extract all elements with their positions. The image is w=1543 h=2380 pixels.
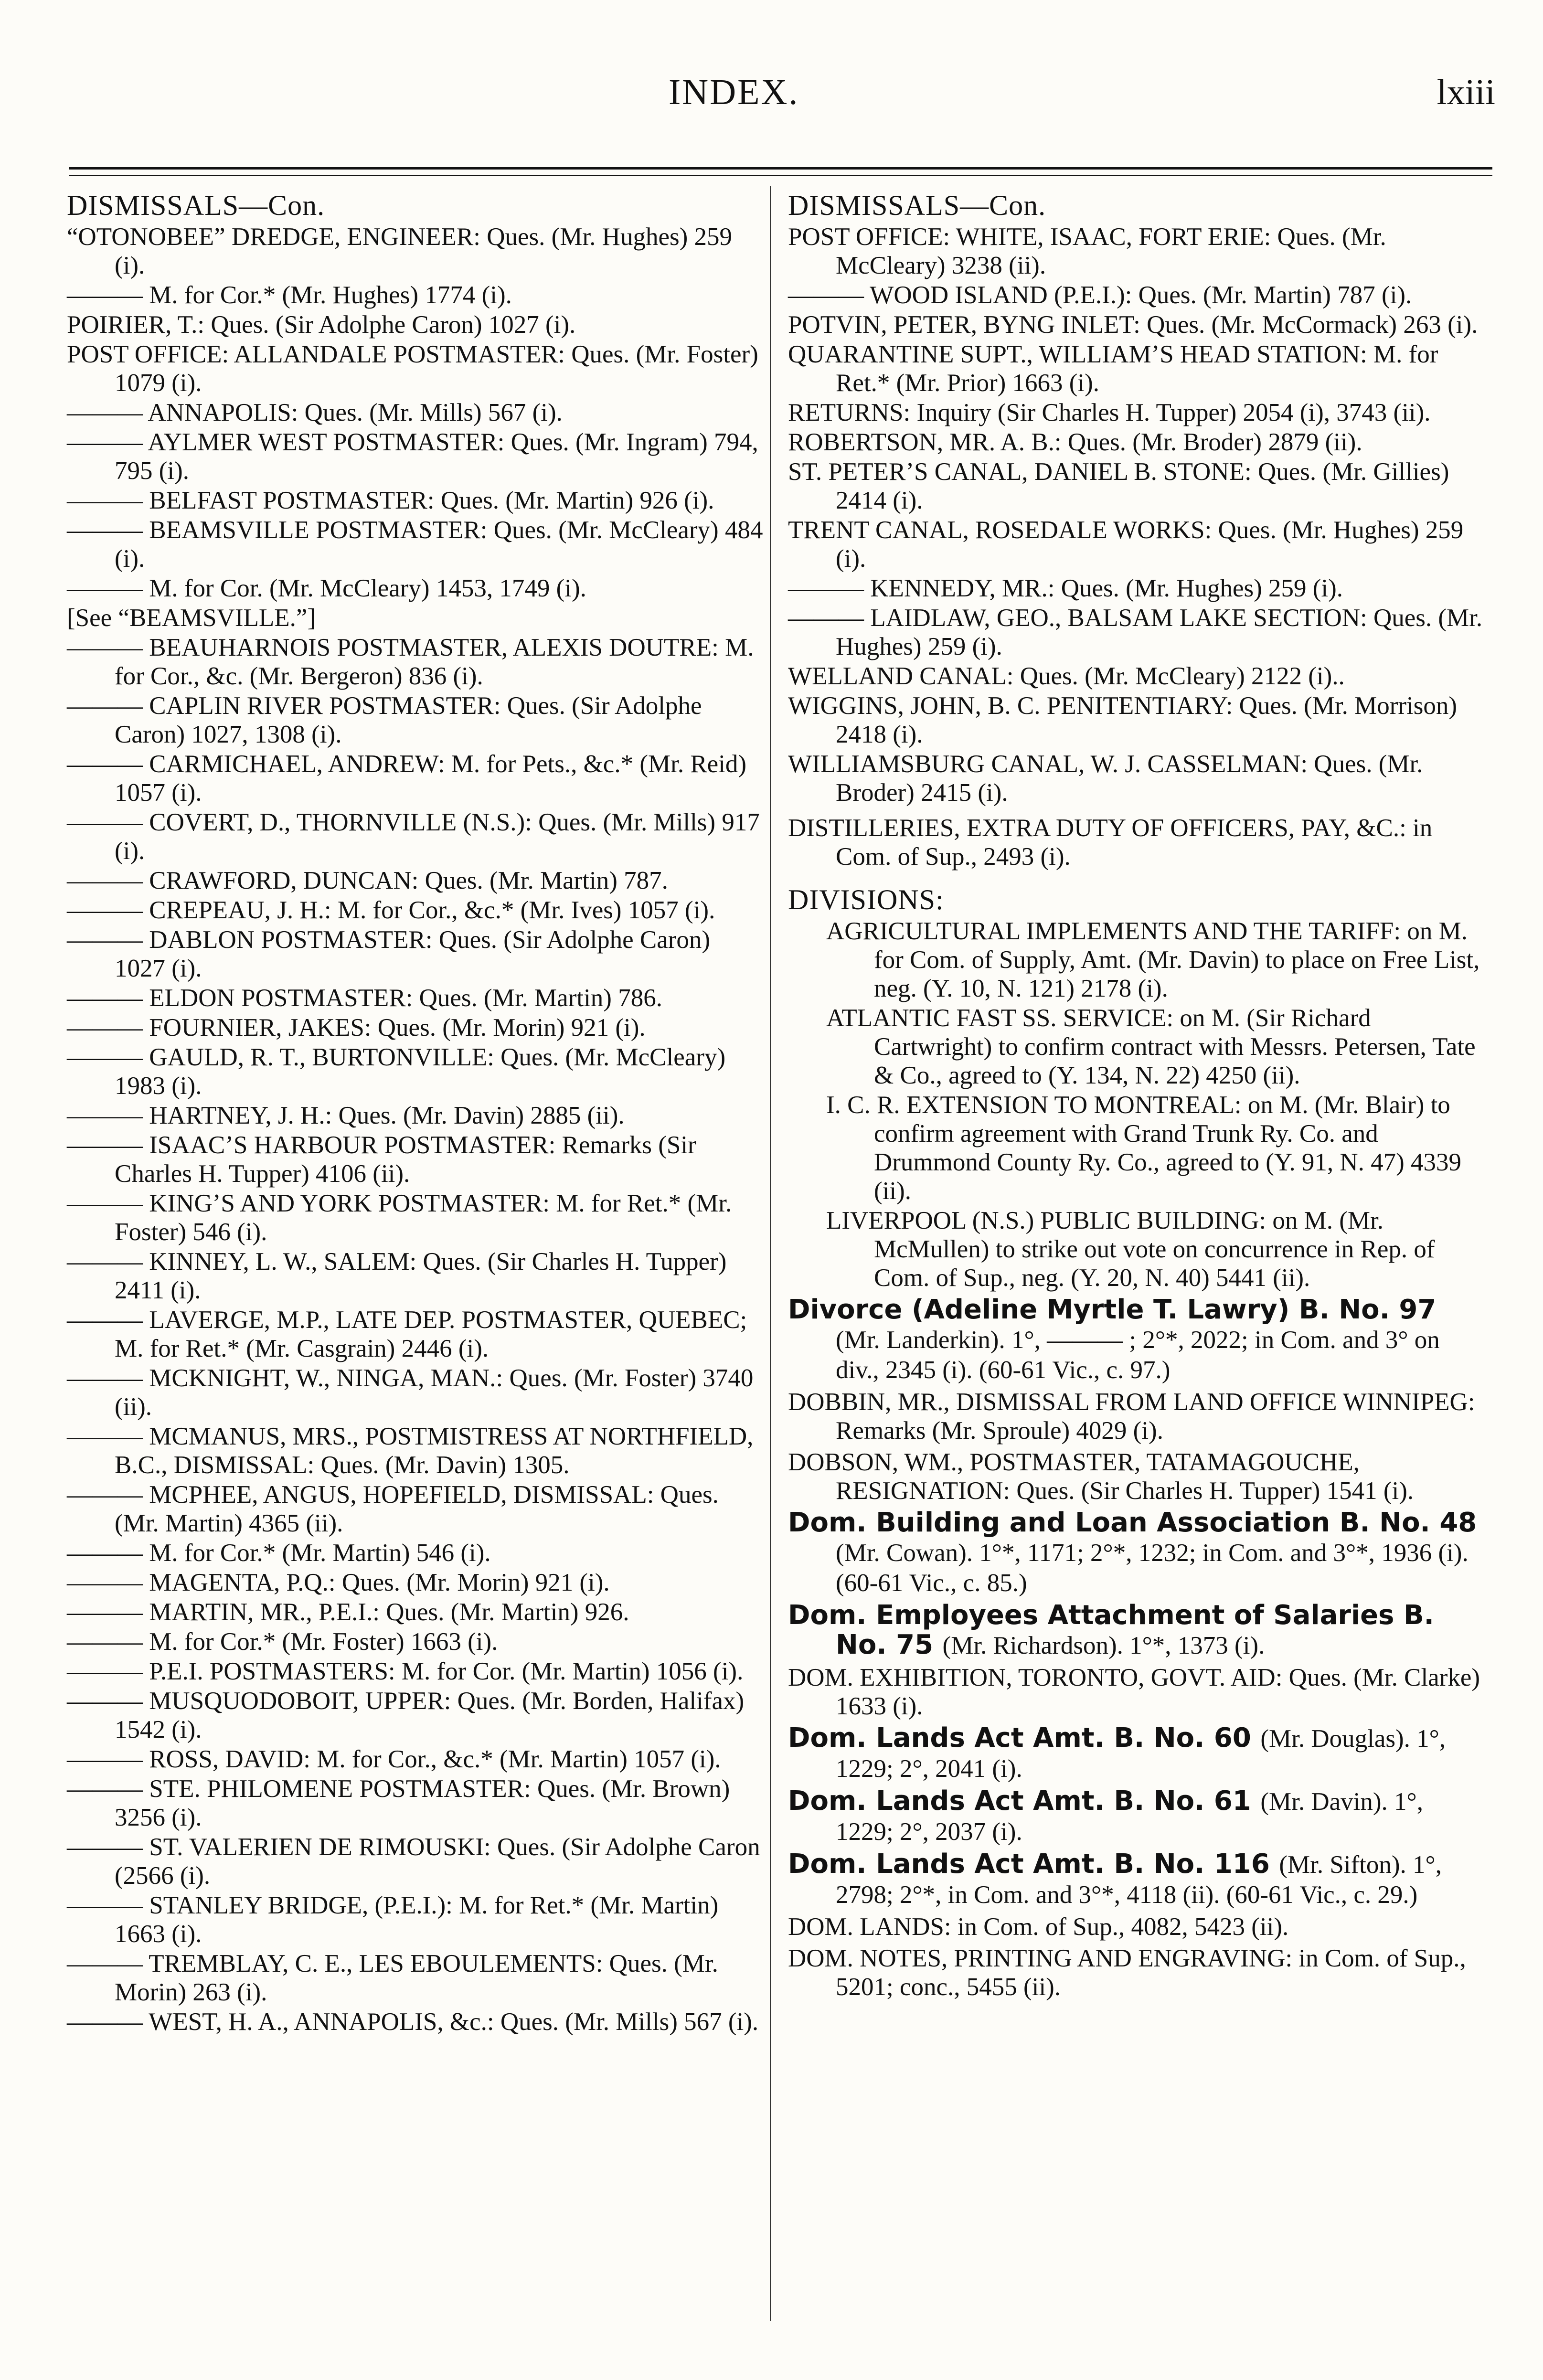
index-entry: ——— ANNAPOLIS: Ques. (Mr. Mills) 567 (i). — [67, 399, 563, 426]
index-entry: ——— KING’S AND YORK POSTMASTER: M. for Ret.* (Mr. Foster) 546 (i). — [67, 1190, 732, 1246]
index-entry: ——— MCKNIGHT, W., NINGA, MAN.: Ques. (Mr. Foster) 3740 (ii). — [67, 1364, 754, 1421]
index-entry: ——— ROSS, DAVID: M. for Cor., &c.* (Mr. Martin) 1057 (i). — [67, 1745, 721, 1773]
index-entry: WELLAND CANAL: Ques. (Mr. McCleary) 2122 (i).. — [788, 662, 1345, 690]
index-entry: ——— STANLEY BRIDGE, (P.E.I.): M. for Ret.* (Mr. Martin) 1663 (i). — [67, 1891, 719, 1948]
bill-detail: (Mr. Richardson). 1°*, 1373 (i). — [942, 1632, 1265, 1659]
right-entry-list — [788, 223, 1485, 807]
bill-title: Divorce (Adeline Myrtle T. Lawry) B. No. 97 — [788, 1294, 1437, 1325]
index-entry: POIRIER, T.: Ques. (Sir Adolphe Caron) 1027 (i). — [67, 311, 576, 339]
index-entry: ——— KINNEY, L. W., SALEM: Ques. (Sir Charles H. Tupper) 2411 (i). — [67, 1248, 727, 1304]
page-header — [0, 0, 1543, 158]
index-entry: ——— HARTNEY, J. H.: Ques. (Mr. Davin) 2885 (ii). — [67, 1102, 625, 1129]
divisions-heading: DIVISIONS: — [788, 884, 944, 915]
right-column-heading: DISMISSALS—Con. — [788, 190, 1046, 221]
bill-detail: (Mr. Davin). 1°, 1229; 2°, 2037 (i). — [836, 1788, 1423, 1846]
bill-title: Dom. Lands Act Amt. B. No. 61 — [788, 1785, 1261, 1817]
index-entry: ——— MCPHEE, ANGUS, HOPEFIELD, DISMISSAL: Ques. (Mr. Martin) 4365 (ii). — [67, 1481, 719, 1537]
more-entry-list — [788, 1295, 1485, 2001]
index-entry: “OTONOBEE” DREDGE, ENGINEER: Ques. (Mr. Hughes) 259 (i). — [67, 223, 733, 279]
index-entry: ——— ST. VALERIEN DE RIMOUSKI: Ques. (Sir Adolphe Caron (2566 (i). — [67, 1833, 760, 1890]
index-entry: ——— WEST, H. A., ANNAPOLIS, &c.: Ques. (Mr. Mills) 567 (i). — [67, 2008, 759, 2036]
index-entry: POST OFFICE: ALLANDALE POSTMASTER: Ques. (Mr. Foster) 1079 (i). — [67, 340, 758, 397]
bill-detail: (Mr. Cowan). 1°*, 1171; 2°*, 1232; in Com. and 3°*, 1936 (i). (60-61 Vic., c. 85.) — [836, 1539, 1469, 1597]
page-number: lxiii — [1437, 72, 1495, 112]
index-entry: ——— TREMBLAY, C. E., LES EBOULEMENTS: Ques. (Mr. Morin) 263 (i). — [67, 1950, 718, 2006]
index-entry: AGRICULTURAL IMPLEMENTS AND THE TARIFF: on M. for Com. of Supply, Amt. (Mr. Davin) to place on Free List, neg. (Y. 10, N. 121) 2178 (i). — [826, 917, 1480, 1002]
bill-title: Dom. Employees Attachment of Salaries B. No. 75 — [788, 1600, 1434, 1660]
page-title: INDEX. — [669, 72, 799, 112]
index-entry: ——— CAPLIN RIVER POSTMASTER: Ques. (Sir Adolphe Caron) 1027, 1308 (i). — [67, 692, 702, 748]
bill-detail: (Mr. Landerkin). 1°, ——— ; 2°*, 2022; in Com. and 3° on div., 2345 (i). (60-61 Vic., c. 97.) — [836, 1326, 1440, 1384]
index-entry: ——— MARTIN, MR., P.E.I.: Ques. (Mr. Martin) 926. — [67, 1598, 629, 1626]
index-entry: ——— MCMANUS, MRS., POSTMISTRESS AT NORTHFIELD, B.C., DISMISSAL: Ques. (Mr. Davin) 1305. — [67, 1423, 754, 1479]
bill-entry — [788, 1849, 1485, 1910]
index-entry: RETURNS: Inquiry (Sir Charles H. Tupper) 2054 (i), 3743 (ii). — [788, 399, 1431, 426]
left-column — [67, 191, 764, 2037]
index-entry: WILLIAMSBURG CANAL, W. J. CASSELMAN: Ques. (Mr. Broder) 2415 (i). — [788, 750, 1423, 807]
bill-entry — [788, 1786, 1485, 1847]
index-entry: POST OFFICE: WHITE, ISAAC, FORT ERIE: Ques. (Mr. McCleary) 3238 (ii). — [788, 223, 1386, 279]
index-entry: ——— WOOD ISLAND (P.E.I.): Ques. (Mr. Martin) 787 (i). — [788, 281, 1412, 309]
index-entry: DOM. LANDS: in Com. of Sup., 4082, 5423 (ii). — [788, 1913, 1289, 1941]
divisions-list — [788, 917, 1485, 1292]
bill-entry — [788, 1723, 1485, 1784]
index-entry: ——— MAGENTA, P.Q.: Ques. (Mr. Morin) 921 (i). — [67, 1569, 610, 1596]
index-entry: ——— GAULD, R. T., BURTONVILLE: Ques. (Mr. McCleary) 1983 (i). — [67, 1043, 726, 1100]
column-divider — [770, 186, 771, 2321]
index-entry: ——— KENNEDY, MR.: Ques. (Mr. Hughes) 259 (i). — [788, 574, 1343, 602]
index-entry: ——— CARMICHAEL, ANDREW: M. for Pets., &c.* (Mr. Reid) 1057 (i). — [67, 750, 747, 807]
index-entry: DOM. NOTES, PRINTING AND ENGRAVING: in Com. of Sup., 5201; conc., 5455 (ii). — [788, 1944, 1466, 2001]
index-entry: ——— LAIDLAW, GEO., BALSAM LAKE SECTION: Ques. (Mr. Hughes) 259 (i). — [788, 604, 1483, 660]
index-entry: ——— M. for Cor.* (Mr. Hughes) 1774 (i). — [67, 281, 512, 309]
index-entry: ——— M. for Cor. (Mr. McCleary) 1453, 1749 (i). — [67, 574, 586, 602]
bill-entry — [788, 1508, 1485, 1598]
index-entry: ——— M. for Cor.* (Mr. Martin) 546 (i). — [67, 1539, 491, 1567]
bill-title: Dom. Lands Act Amt. B. No. 60 — [788, 1722, 1261, 1753]
right-column — [788, 191, 1485, 2002]
index-entry: ATLANTIC FAST SS. SERVICE: on M. (Sir Richard Cartwright) to confirm contract with Messrs. Petersen, Tate & Co., agreed to (Y. 134, N. 22) 4250 (ii). — [826, 1004, 1476, 1089]
distilleries-entry: DISTILLERIES, EXTRA DUTY OF OFFICERS, PAY, &C.: in Com. of Sup., 2493 (i). — [788, 814, 1433, 871]
index-entry: ——— BEAUHARNOIS POSTMASTER, ALEXIS DOUTRE: M. for Cor., &c. (Mr. Bergeron) 836 (i). — [67, 634, 754, 690]
left-column-heading: DISMISSALS—Con. — [67, 190, 325, 221]
bill-title: Dom. Lands Act Amt. B. No. 116 — [788, 1849, 1279, 1880]
bill-title: Dom. Building and Loan Association B. No. 48 — [788, 1507, 1477, 1538]
index-entry: DOM. EXHIBITION, TORONTO, GOVT. AID: Ques. (Mr. Clarke) 1633 (i). — [788, 1664, 1480, 1720]
index-entry: I. C. R. EXTENSION TO MONTREAL: on M. (Mr. Blair) to confirm agreement with Grand Trunk Ry. Co. and Drummond County Ry. Co., agreed to (Y. 91, N. 47) 4339 (ii). — [826, 1091, 1462, 1205]
index-entry: [See “BEAMSVILLE.”] — [67, 604, 316, 632]
index-entry: LIVERPOOL (N.S.) PUBLIC BUILDING: on M. (Mr. McMullen) to strike out vote on concurrence in Rep. of Com. of Sup., neg. (Y. 20, N. 40) 5441 (ii). — [826, 1207, 1435, 1292]
index-entry: ——— CRAWFORD, DUNCAN: Ques. (Mr. Martin) 787. — [67, 867, 668, 894]
index-entry: POTVIN, PETER, BYNG INLET: Ques. (Mr. McCormack) 263 (i). — [788, 311, 1478, 339]
index-entry: QUARANTINE SUPT., WILLIAM’S HEAD STATION: M. for Ret.* (Mr. Prior) 1663 (i). — [788, 340, 1438, 397]
header-rule — [69, 167, 1492, 170]
index-entry: ——— BEAMSVILLE POSTMASTER: Ques. (Mr. McCleary) 484 (i). — [67, 516, 763, 573]
index-entry: ——— LAVERGE, M.P., LATE DEP. POSTMASTER, QUEBEC; M. for Ret.* (Mr. Casgrain) 2446 (i). — [67, 1306, 747, 1362]
index-entry: ——— FOURNIER, JAKES: Ques. (Mr. Morin) 921 (i). — [67, 1014, 646, 1041]
index-entry: ——— M. for Cor.* (Mr. Foster) 1663 (i). — [67, 1628, 498, 1656]
index-entry: ——— MUSQUODOBOIT, UPPER: Ques. (Mr. Borden, Halifax) 1542 (i). — [67, 1687, 745, 1743]
index-entry: TRENT CANAL, ROSEDALE WORKS: Ques. (Mr. Hughes) 259 (i). — [788, 516, 1464, 573]
header-rule-thin — [69, 175, 1492, 176]
bill-entry — [788, 1295, 1485, 1385]
index-entry: ROBERTSON, MR. A. B.: Ques. (Mr. Broder) 2879 (ii). — [788, 428, 1362, 456]
left-entry-list — [67, 223, 764, 2036]
index-entry: ——— ISAAC’S HARBOUR POSTMASTER: Remarks (Sir Charles H. Tupper) 4106 (ii). — [67, 1131, 696, 1188]
bill-detail: (Mr. Douglas). 1°, 1229; 2°, 2041 (i). — [836, 1725, 1446, 1783]
index-entry: DOBBIN, MR., DISMISSAL FROM LAND OFFICE WINNIPEG: Remarks (Mr. Sproule) 4029 (i). — [788, 1388, 1475, 1445]
index-entry: ——— P.E.I. POSTMASTERS: M. for Cor. (Mr. Martin) 1056 (i). — [67, 1658, 744, 1685]
index-entry: ——— STE. PHILOMENE POSTMASTER: Ques. (Mr. Brown) 3256 (i). — [67, 1775, 730, 1831]
bill-detail: (Mr. Sifton). 1°, 2798; 2°*, in Com. and 3°*, 4118 (ii). (60-61 Vic., c. 29.) — [836, 1851, 1442, 1909]
index-entry: WIGGINS, JOHN, B. C. PENITENTIARY: Ques. (Mr. Morrison) 2418 (i). — [788, 692, 1458, 748]
index-entry: ——— ELDON POSTMASTER: Ques. (Mr. Martin) 786. — [67, 984, 662, 1012]
index-entry: ST. PETER’S CANAL, DANIEL B. STONE: Ques. (Mr. Gillies) 2414 (i). — [788, 458, 1449, 514]
index-entry: ——— BELFAST POSTMASTER: Ques. (Mr. Martin) 926 (i). — [67, 487, 714, 514]
index-entry: DOBSON, WM., POSTMASTER, TATAMAGOUCHE, RESIGNATION: Ques. (Sir Charles H. Tupper) 1541 (i). — [788, 1448, 1414, 1505]
index-entry: ——— DABLON POSTMASTER: Ques. (Sir Adolphe Caron) 1027 (i). — [67, 926, 711, 982]
bill-entry — [788, 1601, 1485, 1660]
index-entry: ——— COVERT, D., THORNVILLE (N.S.): Ques. (Mr. Mills) 917 (i). — [67, 808, 760, 865]
index-entry: ——— CREPEAU, J. H.: M. for Cor., &c.* (Mr. Ives) 1057 (i). — [67, 896, 715, 924]
index-entry: ——— AYLMER WEST POSTMASTER: Ques. (Mr. Ingram) 794, 795 (i). — [67, 428, 758, 485]
